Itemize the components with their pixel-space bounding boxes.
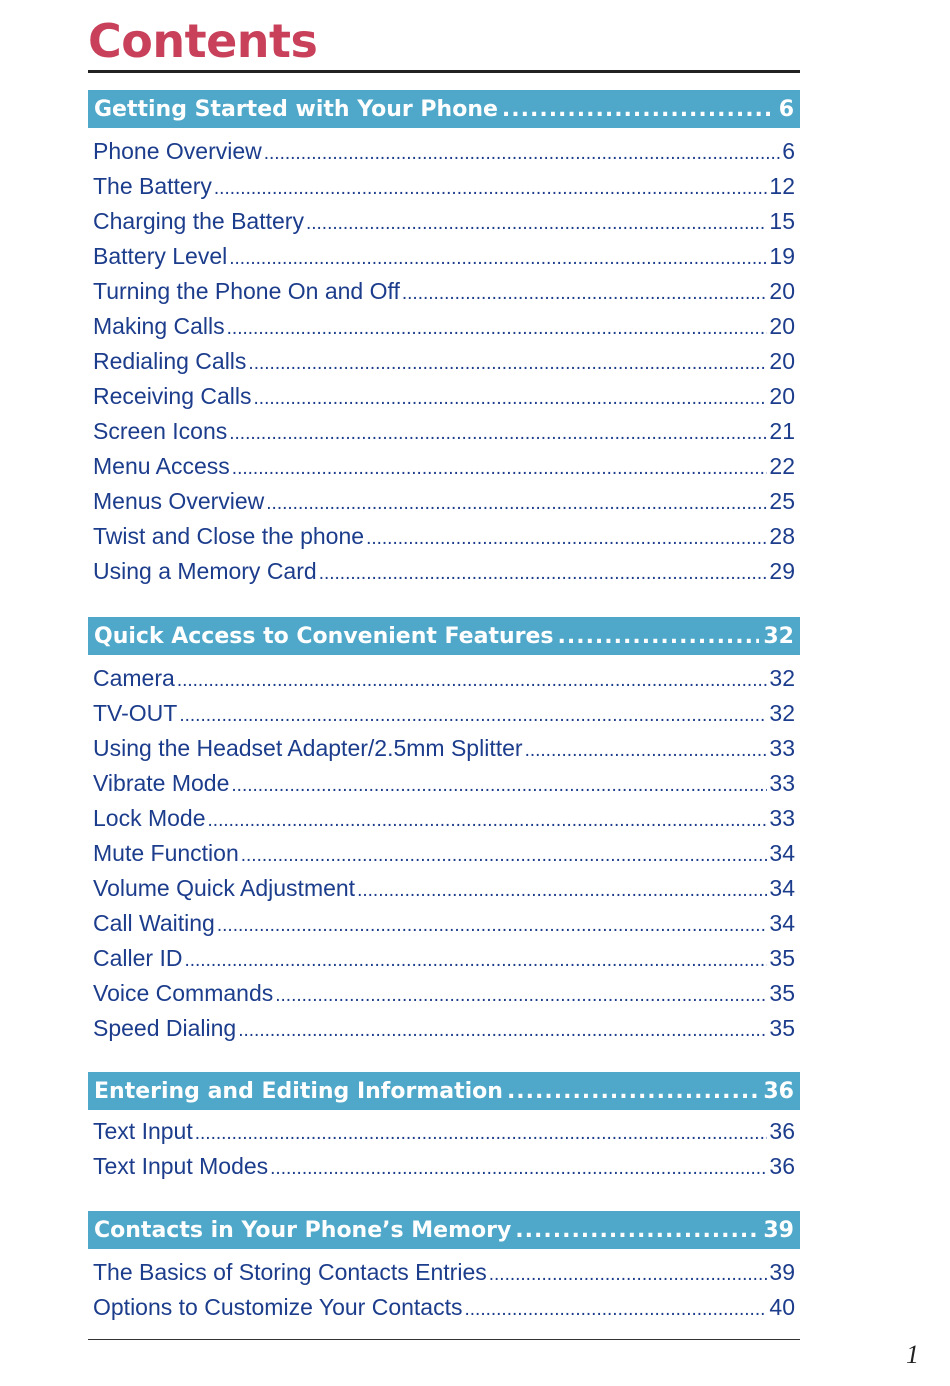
entry-page: 36 (769, 1118, 795, 1144)
toc-entry[interactable] (93, 665, 800, 700)
entry-title: Phone Overview (93, 138, 262, 164)
dot-leader (275, 985, 767, 1007)
entry-page: 20 (769, 348, 795, 374)
entry-page: 20 (769, 383, 795, 409)
entry-title: Menu Access (93, 453, 230, 479)
entry-page: 35 (769, 980, 795, 1006)
section-page: 36 (763, 1078, 794, 1104)
entry-page: 6 (782, 138, 795, 164)
dot-leader (241, 845, 768, 867)
entry-page: 20 (769, 313, 795, 339)
toc-entry[interactable] (93, 1259, 800, 1294)
entry-title: Screen Icons (93, 418, 228, 444)
dot-leader (357, 880, 767, 902)
entry-title: The Battery (93, 173, 212, 199)
entry-title: Vibrate Mode (93, 770, 230, 796)
entry-page: 39 (769, 1259, 795, 1285)
dot-leader (525, 740, 768, 762)
entry-title: Text Input (93, 1118, 193, 1144)
entry-title: Turning the Phone On and Off (93, 278, 400, 304)
entry-title: Battery Level (93, 243, 228, 269)
entry-page: 25 (769, 488, 795, 514)
entry-title: Volume Quick Adjustment (93, 875, 356, 901)
entry-page: 15 (769, 208, 795, 234)
entry-title: Call Waiting (93, 910, 215, 936)
dot-leader (270, 1158, 767, 1180)
page-title: Contents (88, 14, 318, 68)
dot-leader (229, 248, 767, 270)
entry-page: 12 (769, 173, 795, 199)
section-header[interactable] (88, 1072, 800, 1110)
toc-entry[interactable] (93, 558, 800, 593)
toc-entry[interactable] (93, 840, 800, 875)
entry-title: Menus Overview (93, 488, 265, 514)
toc-entry[interactable] (93, 348, 800, 383)
entry-title: Twist and Close the phone (93, 523, 365, 549)
entry-page: 34 (769, 840, 795, 866)
section-title: Quick Access to Convenient Features (94, 623, 554, 649)
entry-page: 19 (769, 243, 795, 269)
dot-leader (489, 1264, 768, 1286)
dot-leader (238, 1020, 767, 1042)
entry-page: 32 (769, 700, 795, 726)
toc-entry[interactable] (93, 700, 800, 735)
entry-title: Speed Dialing (93, 1015, 237, 1041)
section-title: Getting Started with Your Phone (94, 96, 498, 122)
toc-entry[interactable] (93, 1118, 800, 1153)
entry-title: Receiving Calls (93, 383, 252, 409)
dot-leader (264, 143, 780, 165)
dot-leader (464, 1299, 767, 1321)
toc-entry[interactable] (93, 875, 800, 910)
entry-page: 36 (769, 1153, 795, 1179)
toc-entry[interactable] (93, 278, 800, 313)
toc-entry[interactable] (93, 488, 800, 523)
toc-entry[interactable] (93, 805, 800, 840)
dot-leader (402, 283, 768, 305)
page-number: 1 (906, 1340, 919, 1369)
entry-page: 33 (769, 735, 795, 761)
toc-entry[interactable] (93, 523, 800, 558)
dot-leader (515, 1218, 759, 1243)
dot-leader (227, 318, 768, 340)
toc-entry[interactable] (93, 945, 800, 980)
section-header[interactable] (88, 617, 800, 655)
toc-entry[interactable] (93, 1153, 800, 1188)
section-page: 39 (763, 1217, 794, 1243)
entry-page: 20 (769, 278, 795, 304)
entry-title: Voice Commands (93, 980, 274, 1006)
entry-title: Lock Mode (93, 805, 206, 831)
dot-leader (254, 388, 768, 410)
toc-section-quick-access (88, 617, 800, 1050)
dot-leader (177, 670, 768, 692)
dot-leader (179, 705, 767, 727)
toc-entry[interactable] (93, 770, 800, 805)
toc-entry[interactable] (93, 243, 800, 278)
toc-entry[interactable] (93, 1294, 800, 1329)
entry-page: 33 (769, 805, 795, 831)
dot-leader (319, 563, 768, 585)
toc-entry[interactable] (93, 383, 800, 418)
toc-entry[interactable] (93, 313, 800, 348)
entry-title: Making Calls (93, 313, 225, 339)
dot-leader (248, 353, 767, 375)
entry-page: 22 (769, 453, 795, 479)
entry-page: 35 (769, 945, 795, 971)
entry-page: 35 (769, 1015, 795, 1041)
title-divider (88, 70, 800, 73)
entry-page: 21 (769, 418, 795, 444)
toc-entry[interactable] (93, 138, 800, 173)
dot-leader (229, 423, 767, 445)
toc-section-contacts (88, 1211, 800, 1329)
section-title: Entering and Editing Information (94, 1078, 503, 1104)
toc-entry[interactable] (93, 418, 800, 453)
dot-leader (214, 178, 768, 200)
dot-leader (195, 1123, 768, 1145)
toc-section-getting-started (88, 90, 800, 593)
entry-page: 40 (769, 1294, 795, 1320)
entry-title: Options to Customize Your Contacts (93, 1294, 463, 1320)
entry-title: Charging the Battery (93, 208, 304, 234)
toc-entry[interactable] (93, 453, 800, 488)
section-header[interactable] (88, 90, 800, 128)
toc-section-entering-editing (88, 1072, 800, 1188)
dot-leader (266, 493, 767, 515)
dot-leader (217, 915, 768, 937)
dot-leader (502, 97, 775, 122)
entry-page: 29 (769, 558, 795, 584)
section-title: Contacts in Your Phone’s Memory (94, 1217, 512, 1243)
entry-page: 28 (769, 523, 795, 549)
section-page: 32 (763, 623, 794, 649)
entry-title: TV-OUT (93, 700, 178, 726)
entry-page: 34 (769, 910, 795, 936)
dot-leader (558, 624, 760, 649)
entry-page: 34 (769, 875, 795, 901)
toc-entry[interactable] (93, 1015, 800, 1050)
dot-leader (507, 1079, 759, 1104)
toc-entry[interactable] (93, 735, 800, 770)
toc-entry[interactable] (93, 208, 800, 243)
entry-title: Mute Function (93, 840, 239, 866)
dot-leader (184, 950, 767, 972)
entry-title: Caller ID (93, 945, 183, 971)
entry-title: Using a Memory Card (93, 558, 317, 584)
entry-title: Camera (93, 665, 175, 691)
dot-leader (231, 775, 767, 797)
dot-leader (208, 810, 768, 832)
dot-leader (366, 528, 767, 550)
entry-page: 32 (769, 665, 795, 691)
toc-entry[interactable] (93, 173, 800, 208)
entry-title: Redialing Calls (93, 348, 247, 374)
entry-page: 33 (769, 770, 795, 796)
toc-entry[interactable] (93, 980, 800, 1015)
entry-title: Using the Headset Adapter/2.5mm Splitter (93, 735, 523, 761)
entry-title: The Basics of Storing Contacts Entries (93, 1259, 487, 1285)
entry-title: Text Input Modes (93, 1153, 269, 1179)
bottom-divider (88, 1339, 800, 1340)
section-page: 6 (778, 96, 794, 122)
dot-leader (232, 458, 768, 480)
toc-entry[interactable] (93, 910, 800, 945)
dot-leader (306, 213, 767, 235)
section-header[interactable] (88, 1211, 800, 1249)
